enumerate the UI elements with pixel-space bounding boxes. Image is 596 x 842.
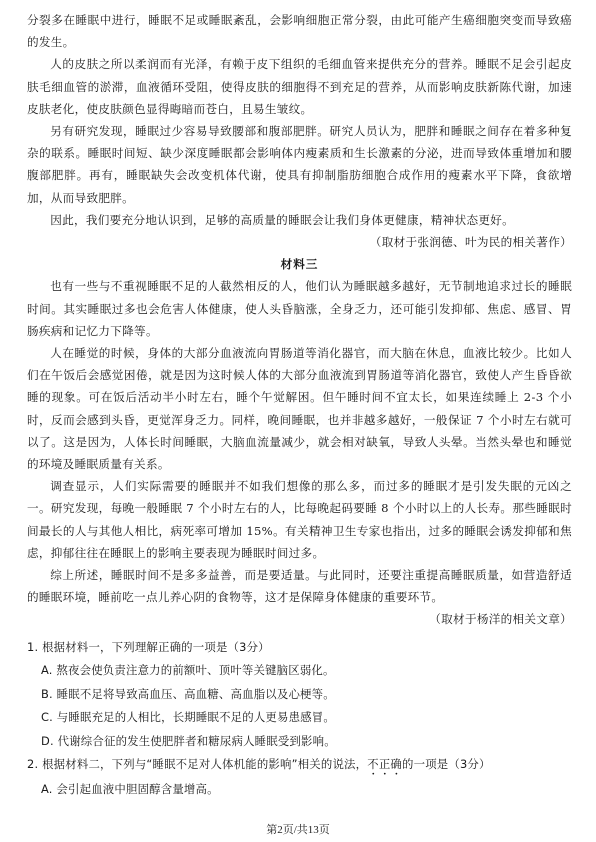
question-stem-prefix: 2. 根据材料二，下列与“睡眠不足对人体机能的影响”相关的说法，: [27, 757, 368, 772]
option-a: A. 熬夜会使负责注意力的前额叶、顶叶等关键脑区弱化。: [41, 663, 335, 678]
question-stem: [27, 753, 572, 778]
paragraph: 也有一些与不重视睡眠不足的人截然相反的人，他们认为睡眠越多越好，无节制地追求过长的睡眠时间。其实睡眠过多也会危害人体健康，使人头昏脑涨，全身乏力，还可能引发抑郁、焦虑、感冒、胃肠疾病和记忆力下降等。: [27, 279, 572, 338]
option-b: B. 睡眠不足将导致高血压、高血糖、高血脂以及心梗等。: [41, 686, 335, 701]
section-heading: 材料三: [280, 257, 319, 272]
paragraph: 分裂多在睡眠中进行，睡眠不足或睡眠紊乱，会影响细胞正常分裂，由此可能产生癌细胞突变而导致癌的发生。: [27, 13, 572, 50]
option-a: A. 会引起血液中胆固醇含量增高。: [41, 782, 219, 797]
paragraph: 人在睡觉的时候，身体的大部分血液流向胃肠道等消化器官，而大脑在休息，血液比较少。比如人们在午饭后会感觉困倦，就是因为这时候人体的大部分血液流到胃肠道等消化器官，致使人产生昏昏欲睡的现象。可在饭后活动半小时左右，睡个午觉解困。但午睡时间不宜太长，如果连续睡上 2-3 个小时，反而会感到头昏，更觉浑身乏力。同样，晚间睡眠，也并非越多越好，一般保证 7 个小时左右就可以了。这是因为，人体长时间睡眠，大脑血流量减少，就会相对缺氧，导致人头晕。当然头晕也和睡觉的环境及睡眠质量有关系。: [27, 346, 572, 472]
emphasis-text: 不正确: [367, 757, 403, 772]
paragraph: 因此，我们要充分地认识到，足够的高质量的睡眠会让我们身体更健康，精神状态更好。: [50, 212, 515, 227]
paragraph: 人的皮肤之所以柔润而有光泽，有赖于皮下组织的毛细血管来提供充分的营养。睡眠不足会引起皮肤毛细血管的淤滞，血液循环受阻，使得皮肤的细胞得不到充足的营养，从而影响皮肤新陈代谢，加速皮肤老化，使皮肤颜色显得晦暗而苍白，且易生皱纹。: [27, 57, 572, 116]
paragraph: 综上所述，睡眠时间不是多多益善，而是要适量。与此同时，还要注重提高睡眠质量，如营造舒适的睡眠环境，睡前吃一点儿养心阴的食物等，这才是保障身体健康的重要环节。: [27, 568, 572, 605]
question-block: [27, 636, 572, 754]
option-c: C. 与睡眠充足的人相比，长期睡眠不足的人更易患感冒。: [41, 710, 335, 725]
paragraph: 调查显示，人们实际需要的睡眠并不如我们想像的那么多，而过多的睡眠才是引发失眠的元凶之一。研究发现，每晚一般睡眠 7 个小时左右的人，比每晚起码要睡 8 个小时以上的人长寿。那些睡眠时间最长的人与其他人相比，病死率可增加 15%。有关精神卫生专家也指出，过多的睡眠会诱发抑郁和焦虑，抑郁往往在睡眠上的影响主要表现为睡眠时间过多。: [27, 479, 572, 560]
option-d: D. 代谢综合征的发生使肥胖者和糖尿病人睡眠受到影响。: [41, 733, 336, 748]
question-stem-suffix: 的一项是（3分）: [402, 757, 491, 772]
page-content: [27, 9, 572, 802]
page-footer: 第2页/共13页: [266, 824, 330, 836]
question-block: [27, 753, 572, 802]
source-citation: （取材于张润德、叶为民的相关著作）: [369, 235, 572, 250]
source-citation: （取材于杨洋的相关文章）: [429, 612, 572, 627]
question-stem: 1. 根据材料一，下列理解正确的一项是（3分）: [27, 639, 270, 654]
paragraph: 另有研究发现，睡眠过少容易导致腰部和腹部肥胖。研究人员认为，肥胖和睡眠之间存在着多种复杂的联系。睡眠时间短、缺少深度睡眠都会影响体内瘦素质和生长激素的分泌，进而导致体重增加和腰腹部肥胖。再有，睡眠缺失会改变机体代谢，使具有抑制脂肪细胞合成作用的瘦素水平下降，食欲增加，从而导致肥胖。: [27, 124, 572, 205]
